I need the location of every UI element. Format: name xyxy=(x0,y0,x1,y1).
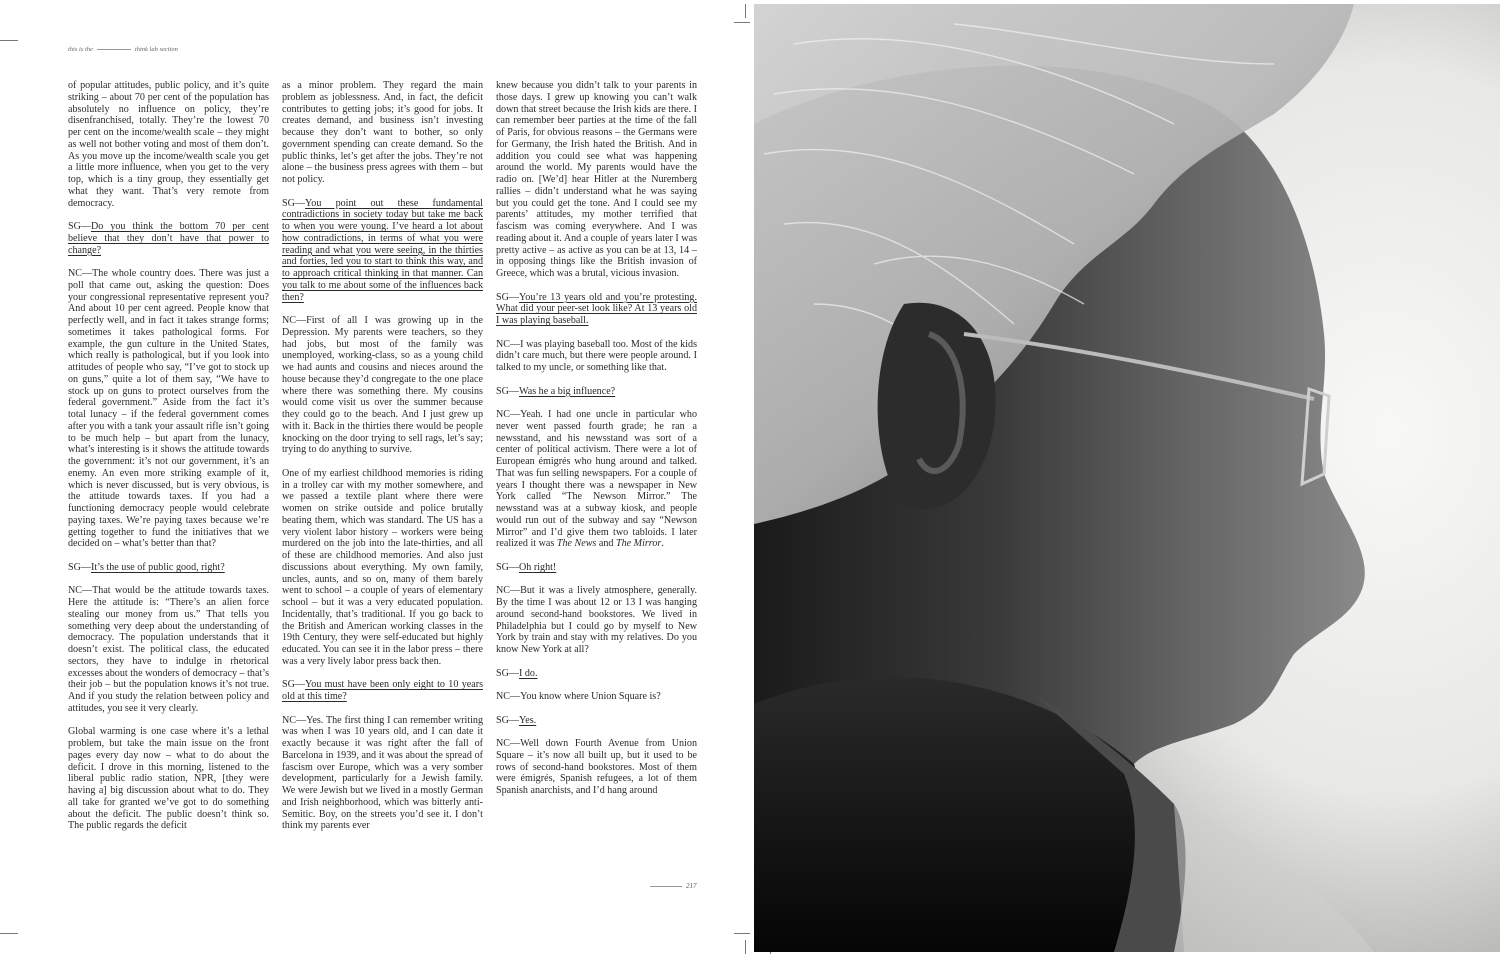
crop-mark xyxy=(734,933,750,934)
paragraph xyxy=(68,562,269,574)
crop-mark xyxy=(0,40,18,41)
portrait-photo xyxy=(754,4,1500,952)
interviewer-question: You point out these fundamental contradictions in society today but take me back to when you were young. I’ve heard a lot about how contradictions, in terms of what you were reading and what you were seeing, in the thirties and forties, led you to start to think this way, and to approach critical thinking in that manner. Can you talk to me about some of the influences back then? xyxy=(282,197,483,303)
crop-mark xyxy=(0,933,18,934)
paragraph-text: NC—First of all I was growing up in the Depression. My parents were teachers, so they had jobs, but most of the family was unemployed, working-class, so as a young child we had aunts and cousins and nieces around the house because they’d congregate to the one place where there was something there. My cousins would come visit us over the summer because they could go to the beach. And I just grew up with it. Back in the thirties there would be people knocking on the door trying to sell rags, let’s say; trying to do anything to survive. xyxy=(282,315,483,456)
paragraph xyxy=(496,386,697,398)
speaker-label: SG— xyxy=(496,561,519,573)
paragraph-text: NC—That would be the attitude towards taxes. Here the attitude is: “There’s an alien force stealing our money from us.” That tells you something very deep about the understanding of democracy. The population understands that it doesn’t exist. The political class, the educated sectors, they have to indulge in rhetorical excesses about the wonders of democracy – that’s their job – but the population knows it’s not true. And if you study the relation between policy and attitudes, you see it very clearly. xyxy=(68,585,269,714)
paragraph-text: Global warming is one case where it’s a lethal problem, but take the main issue on the front pages every day now – what to do about the deficit. I drove in this morning, listened to the liberal public radio station, NPR, [they were having a] big discussion about what to do. They all take for granted we’ve got to do something about the deficit. The public doesn’t think so. The public regards the deficit xyxy=(68,726,269,832)
interviewer-question: Was he a big influence? xyxy=(519,385,616,397)
header-right-text: think lab section xyxy=(134,46,178,53)
folio-rule xyxy=(650,886,682,887)
paragraph xyxy=(282,80,483,186)
interviewer-question: It’s the use of public good, right? xyxy=(91,561,225,573)
paragraph-text: of popular attitudes, public policy, and it’s quite striking – about 70 per cent of the population has absolutely no influence on policy, they’re disenfranchised, totally. They’re the lowest 70 per cent on the income/wealth scale – they might as well not bother voting and most of them don’t. As you move up the income/wealth scale you get a little more influence, when you get to the very top, which is a tiny group, they essentially get what they want. That’s very remote from democracy. xyxy=(68,80,269,209)
speaker-label: SG— xyxy=(496,714,519,726)
speaker-label: SG— xyxy=(496,667,519,679)
paragraph xyxy=(496,339,697,374)
page-number xyxy=(650,882,697,890)
header-left-text: this is the xyxy=(68,46,93,53)
interviewer-question: Oh right! xyxy=(519,561,557,573)
paragraph-text: NC—But it was a lively atmosphere, generally. By the time I was about 12 or 13 I was hanging around second-hand bookstores. We lived in Philadelphia but I could go by myself to New York by train and stay with my relatives. Do you know New York at all? xyxy=(496,585,697,655)
paragraph-text: and xyxy=(596,538,616,550)
paragraph xyxy=(496,292,697,327)
crop-mark xyxy=(745,4,746,18)
paragraph xyxy=(496,691,697,703)
paragraph xyxy=(68,221,269,256)
speaker-label: SG— xyxy=(68,561,91,573)
speaker-label: SG— xyxy=(282,679,305,691)
speaker-label: SG— xyxy=(496,385,519,397)
paragraph-text: . xyxy=(661,538,664,550)
paragraph xyxy=(496,715,697,727)
paragraph-text: NC—Yeah. I had one uncle in particular who never went passed fourth grade; he ran a newsstand, and his newsstand was sort of a center of political activism. There were a lot of European émigrés who hung around and talked. That was fun selling newspapers. For a couple of years I thought there was a newspaper in New York called “The Newson Mirror.” The newsstand was at a subway kiosk, and people would run out of the subway and say “Newson Mirror” and I’d give them two tabloids. I later realized it was xyxy=(496,409,697,550)
crop-mark xyxy=(745,940,746,954)
page-number-text: 217 xyxy=(686,882,697,890)
paragraph xyxy=(282,679,483,703)
paragraph-text: NC—I was playing baseball too. Most of the kids didn’t care much, but there were people around. I talked to my uncle, or something like that. xyxy=(496,338,697,373)
speaker-label: SG— xyxy=(496,291,519,303)
section-header xyxy=(68,46,178,53)
interviewer-question: Yes. xyxy=(519,714,537,726)
paragraph xyxy=(282,315,483,456)
paragraph xyxy=(68,585,269,714)
portrait-illustration xyxy=(754,4,1500,952)
paragraph xyxy=(282,715,483,833)
paragraph xyxy=(282,468,483,668)
paragraph xyxy=(68,726,269,832)
speaker-label: SG— xyxy=(68,221,91,232)
paragraph-text: One of my earliest childhood memories is riding in a trolley car with my mother somewhere, and we passed a textile plant where there were women on strike outside and police brutally beating them, which was standard. The US has a very violent labor history – workers were being murdered on the job into the late-thirties, and all of these are childhood memories. And also just discussions about everything. My own family, uncles, aunts, and so on, many of them barely went to school – a couple of years of elementary school – but it was a very educated population. Incidentally, that’s traditional. If you go back to the British and American working classes in the 19th Century, they were self-educated but highly educated. You can see it in the labor press – there was a very lively labor press back then. xyxy=(282,467,483,667)
paragraph xyxy=(496,80,697,280)
paragraph xyxy=(496,409,697,550)
text-column-1 xyxy=(68,80,269,844)
paragraph xyxy=(496,585,697,656)
italic-title: The News xyxy=(556,538,597,550)
header-rule xyxy=(97,49,131,50)
paragraph-text: NC—Well down Fourth Avenue from Union Square – it’s now all built up, but it used to be rows of second-hand bookstores. Most of them were émigrés, Spanish refugees, a lot of them Spanish anarchists, and I’d hang around xyxy=(496,738,697,796)
text-column-3 xyxy=(496,80,697,809)
interviewer-question: I do. xyxy=(519,667,538,679)
paragraph-text: NC—The whole country does. There was just a poll that came out, asking the question: Does your congressional representative represent you? And about 10 per cent agreed. People know that perfectly well, and in fact it takes strange forms; sometimes it takes pathological forms. For example, the gun culture in the United States, which really is pathological, but if you look into attitudes of people who say, “I’ve got to stock up on guns,” quite a lot of them say, “We have to stock up on guns to protect ourselves from the federal government.” Aside from the fact it’s total lunacy – if the federal government comes after you with a tank your assault rifle isn’t going to be much help – but apart from the lunacy, what’s interesting is it shows the attitude towards the government: it’s not our government, it’s an enemy. An even more striking example of it, which is never discussed, but is very obvious, is the attitude towards taxes. If you had a functioning democracy people would celebrate paying taxes. We’re paying taxes because we’re getting together to fund the initiatives that we decided on – what’s better than that? xyxy=(68,268,269,550)
paragraph xyxy=(68,268,269,550)
paragraph xyxy=(68,80,269,209)
italic-title: The Mirror xyxy=(616,538,662,550)
paragraph-text: NC—You know where Union Square is? xyxy=(496,691,661,702)
paragraph-text: as a minor problem. They regard the main problem as joblessness. And, in fact, the deficit contributes to getting jobs; it’s good for jobs. It creates demand, and business isn’t investing because they don’t want to bother, so only government spending can create demand. So the public thinks, let’s get after the jobs. They’re not alone – the business press agrees with them – but not policy. xyxy=(282,80,483,185)
interviewer-question: Do you think the bottom 70 per cent believe that they don’t have that power to change? xyxy=(68,221,269,256)
interviewer-question: You must have been only eight to 10 years old at this time? xyxy=(282,679,483,702)
speaker-label: SG— xyxy=(282,197,305,209)
paragraph xyxy=(496,738,697,797)
paragraph-text: NC—Yes. The first thing I can remember writing was when I was 10 years old, and I can date it exactly because it was right after the fall of Barcelona in 1939, and it was about the spread of fascism over Europe, which was a very somber development, particularly for a Jewish family. We were Jewish but we lived in a mostly German and Irish neighborhood, which was bitterly anti-Semitic. Boy, on the streets you’d see it. I don’t think my parents ever xyxy=(282,714,483,832)
text-column-2 xyxy=(282,80,483,844)
paragraph-text: knew because you didn’t talk to your parents in those days. I grew up knowing you can’t walk down that street because the Irish kids are there. I can remember beer parties at the time of the fall of Paris, for obvious reasons – the Germans were for Germany, the Irish hated the British. And in addition you could see what was happening around the world. My parents would have the radio on. [We’d] hear Hitler at the Nuremberg rallies – didn’t understand what he was saying but you could get the tone. And I could see my parents’ attitudes, my mother terrified that fascism was coming everywhere. And I was reading about it. And a couple of years later I was pretty active – as active as you can be at 13, 14 – in opposing things like the British invasion of Greece, which was a brutal, vicious invasion. xyxy=(496,80,697,279)
paragraph xyxy=(496,668,697,680)
interviewer-question: You’re 13 years old and you’re protesting. What did your peer-set look like? At 13 years old I was playing baseball. xyxy=(496,291,697,326)
crop-mark xyxy=(734,22,750,23)
paragraph xyxy=(496,562,697,574)
paragraph xyxy=(282,198,483,304)
